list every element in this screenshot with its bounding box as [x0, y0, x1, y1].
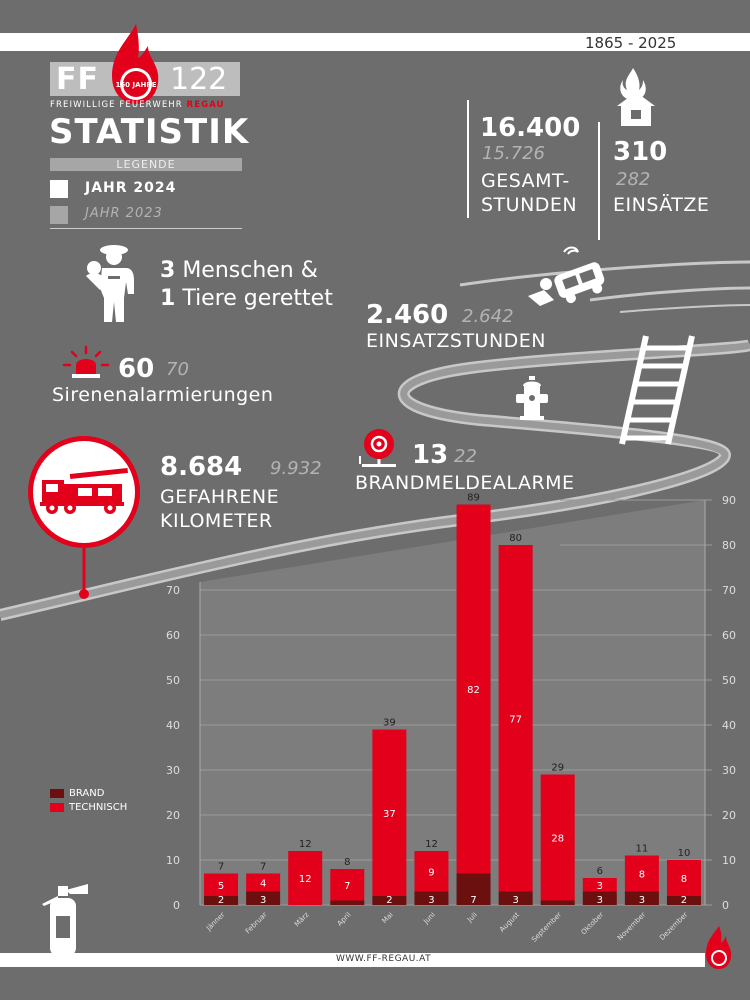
- bar-technisch-label: 77: [509, 714, 522, 726]
- logo-number: 122: [170, 62, 228, 97]
- gesamtstunden-label1: GESAMT-: [481, 170, 570, 192]
- logo-ff: FF: [56, 62, 99, 97]
- chart-legend-technisch-label: TECHNISCH: [69, 801, 128, 813]
- category-label: Juni: [422, 910, 437, 926]
- menschen-text: Menschen &: [182, 258, 318, 283]
- right-tick-label: 90: [722, 494, 736, 507]
- chart-legend-brand-label: BRAND: [69, 787, 105, 799]
- bar-technisch-label: 3: [596, 880, 603, 892]
- category-label: November: [615, 910, 648, 943]
- bar-technisch-label: 12: [298, 874, 312, 885]
- left-tick-label: 30: [166, 764, 180, 777]
- kilometer-previous: 9.932: [270, 458, 322, 479]
- gesamtstunden-label2: STUNDEN: [481, 194, 578, 216]
- subtitle-b: REGAU: [186, 100, 225, 110]
- chart-plot-area: [200, 500, 705, 905]
- kilometer-label2: KILOMETER: [160, 510, 273, 532]
- bar-technisch-label: 5: [217, 880, 225, 892]
- sirenen-previous: 70: [166, 359, 189, 380]
- gesamtstunden-value: 16.400: [480, 113, 581, 143]
- year-range: 1865 - 2025: [585, 34, 677, 52]
- bar-technisch-label: 28: [551, 833, 565, 845]
- category-label: Oktober: [579, 910, 606, 937]
- menschen-count: 3: [160, 258, 176, 283]
- bar-total-label: 10: [677, 848, 691, 859]
- category-label: August: [498, 910, 522, 934]
- bar-technisch-label: 7: [344, 880, 351, 892]
- bar-total-label: 39: [383, 717, 396, 729]
- bar-total-label: 12: [425, 839, 438, 850]
- legend-previous: JAHR 2023: [85, 206, 163, 221]
- bar-technisch-label: 8: [680, 874, 688, 885]
- left-tick-label: 70: [166, 584, 180, 597]
- footer-url: WWW.FF-REGAU.AT: [336, 954, 432, 964]
- bar-total-label: 7: [217, 861, 225, 873]
- chart-legend: [50, 786, 127, 814]
- tiere-text: Tiere gerettet: [182, 286, 333, 311]
- bar-total-label: 7: [259, 861, 267, 873]
- einsaetze-label: EINSÄTZE: [613, 194, 710, 216]
- einsatzstunden-value: 2.460: [366, 300, 449, 330]
- right-tick-label: 10: [722, 854, 736, 867]
- legend-title: LEGENDE: [50, 158, 242, 171]
- bar-brand-label: 3: [596, 895, 603, 906]
- bar-brand-label: 3: [638, 895, 646, 906]
- bar-brand-label: 2: [680, 895, 688, 906]
- subtitle-a: FREIWILLIGE FEUERWEHR: [50, 100, 183, 110]
- fire-extinguisher-icon: [38, 880, 94, 956]
- left-tick-label: 40: [166, 719, 180, 732]
- left-tick-label: 50: [166, 674, 180, 687]
- sirenen-value: 60: [118, 354, 155, 384]
- right-tick-label: 80: [722, 539, 736, 552]
- category-label: Juli: [465, 910, 479, 924]
- category-label: Mai: [380, 910, 395, 926]
- kilometer-value: 8.684: [160, 452, 243, 482]
- right-tick-label: 20: [722, 809, 736, 822]
- bar-technisch-label: 82: [467, 685, 480, 696]
- brandmelde-value: 13: [412, 440, 449, 470]
- bar-technisch-label: 8: [638, 869, 646, 881]
- category-label: April: [335, 910, 353, 928]
- bar-total-label: 29: [551, 762, 565, 774]
- right-tick-label: 40: [722, 719, 736, 732]
- bar-brand-label: 3: [259, 895, 267, 906]
- category-label: September: [530, 910, 564, 944]
- bar-brand-label: 3: [512, 895, 519, 906]
- bar-total-label: 89: [467, 492, 480, 504]
- chart-legend-technisch: [50, 800, 127, 814]
- brandmelde-label: BRANDMELDEALARME: [355, 472, 575, 494]
- einsatzstunden-label: EINSATZSTUNDEN: [366, 330, 547, 352]
- bar-total-label: 12: [298, 839, 312, 850]
- bar-brand-label: 2: [386, 895, 393, 906]
- left-tick-label: 20: [166, 809, 180, 822]
- bar-total-label: 11: [635, 843, 649, 855]
- left-tick-label: 10: [166, 854, 180, 867]
- bar-total-label: 6: [596, 866, 603, 877]
- left-tick-label: 60: [166, 629, 180, 642]
- bar-technisch-label: 4: [259, 878, 267, 890]
- bar-brand: [330, 901, 364, 906]
- right-tick-label: 50: [722, 674, 736, 687]
- category-label: Februar: [243, 910, 269, 936]
- sirenen-label: Sirenenalarmierungen: [52, 384, 274, 406]
- einsatzstunden-previous: 2.642: [462, 306, 514, 327]
- bar-total-label: 80: [509, 533, 522, 544]
- category-label: Jänner: [204, 910, 227, 933]
- right-tick-label: 30: [722, 764, 736, 777]
- category-label: Dezember: [658, 910, 690, 942]
- einsaetze-previous: 282: [616, 169, 651, 190]
- brandmelde-previous: 22: [454, 446, 477, 467]
- legend-current: JAHR 2024: [85, 180, 177, 196]
- left-tick-label: 0: [173, 899, 180, 912]
- right-tick-label: 0: [722, 899, 729, 912]
- logo-badge: 160 JAHRE: [115, 81, 157, 89]
- kilometer-label1: GEFAHRENE: [160, 486, 280, 508]
- right-tick-label: 70: [722, 584, 736, 597]
- einsaetze-value: 310: [613, 137, 668, 167]
- bar-brand: [541, 901, 575, 906]
- bar-technisch-label: 37: [383, 808, 396, 820]
- right-tick-label: 60: [722, 629, 736, 642]
- bar-total-label: 8: [344, 857, 351, 868]
- gesamtstunden-previous: 15.726: [482, 143, 545, 164]
- footer-flame-icon: [702, 924, 734, 970]
- bar-brand-label: 3: [428, 895, 435, 906]
- bar-brand-label: 2: [217, 895, 225, 906]
- bar-brand-label: 7: [470, 895, 477, 906]
- tiere-count: 1: [160, 286, 176, 311]
- category-label: März: [293, 910, 311, 929]
- chart-legend-brand: [50, 786, 127, 800]
- page-title: STATISTIK: [49, 112, 250, 152]
- bar-technisch-label: 9: [428, 867, 435, 879]
